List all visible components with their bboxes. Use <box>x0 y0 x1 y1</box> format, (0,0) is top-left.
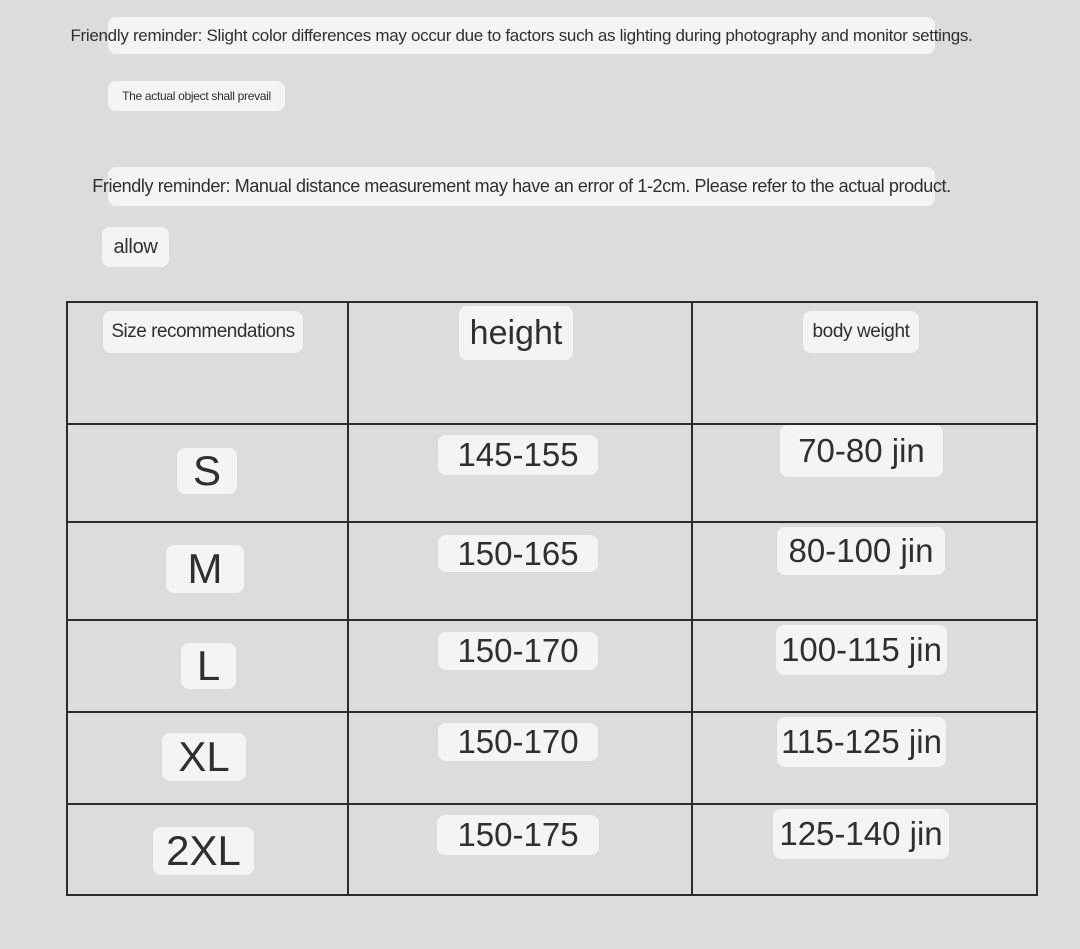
table-border-left <box>66 301 68 896</box>
table-divider <box>66 521 1038 523</box>
weight-cell: 70-80 jin <box>780 425 943 477</box>
size-cell: S <box>177 448 237 494</box>
weight-cell: 80-100 jin <box>777 527 945 575</box>
table-divider <box>66 711 1038 713</box>
height-cell: 150-175 <box>437 815 599 855</box>
height-cell: 150-165 <box>438 535 598 572</box>
size-cell: 2XL <box>153 827 254 875</box>
measurement-error-reminder: Friendly reminder: Manual distance measurement may have an error of 1-2cm. Please refer to the actual product. <box>108 167 935 206</box>
height-cell: 150-170 <box>438 632 598 670</box>
weight-cell: 100-115 jin <box>776 625 947 675</box>
table-divider <box>66 803 1038 805</box>
weight-cell: 115-125 jin <box>777 717 946 767</box>
table-border-right <box>1036 301 1038 896</box>
header-height: height <box>459 306 573 360</box>
size-cell: XL <box>162 733 246 781</box>
color-difference-reminder: Friendly reminder: Slight color differences may occur due to factors such as lighting during photography and monitor settings. <box>108 17 935 54</box>
size-cell: L <box>181 643 236 689</box>
height-cell: 145-155 <box>438 435 598 475</box>
table-border-bottom <box>66 894 1038 896</box>
allow-label: allow <box>102 227 169 267</box>
height-cell: 150-170 <box>438 723 598 761</box>
header-body-weight: body weight <box>803 311 919 353</box>
table-column-divider <box>691 301 693 896</box>
size-cell: M <box>166 545 244 593</box>
table-border-top <box>66 301 1038 303</box>
weight-cell: 125-140 jin <box>773 809 949 859</box>
header-size-recommendations: Size recommendations <box>103 311 303 353</box>
table-column-divider <box>347 301 349 896</box>
table-divider <box>66 619 1038 621</box>
actual-object-note: The actual object shall prevail <box>108 81 285 111</box>
